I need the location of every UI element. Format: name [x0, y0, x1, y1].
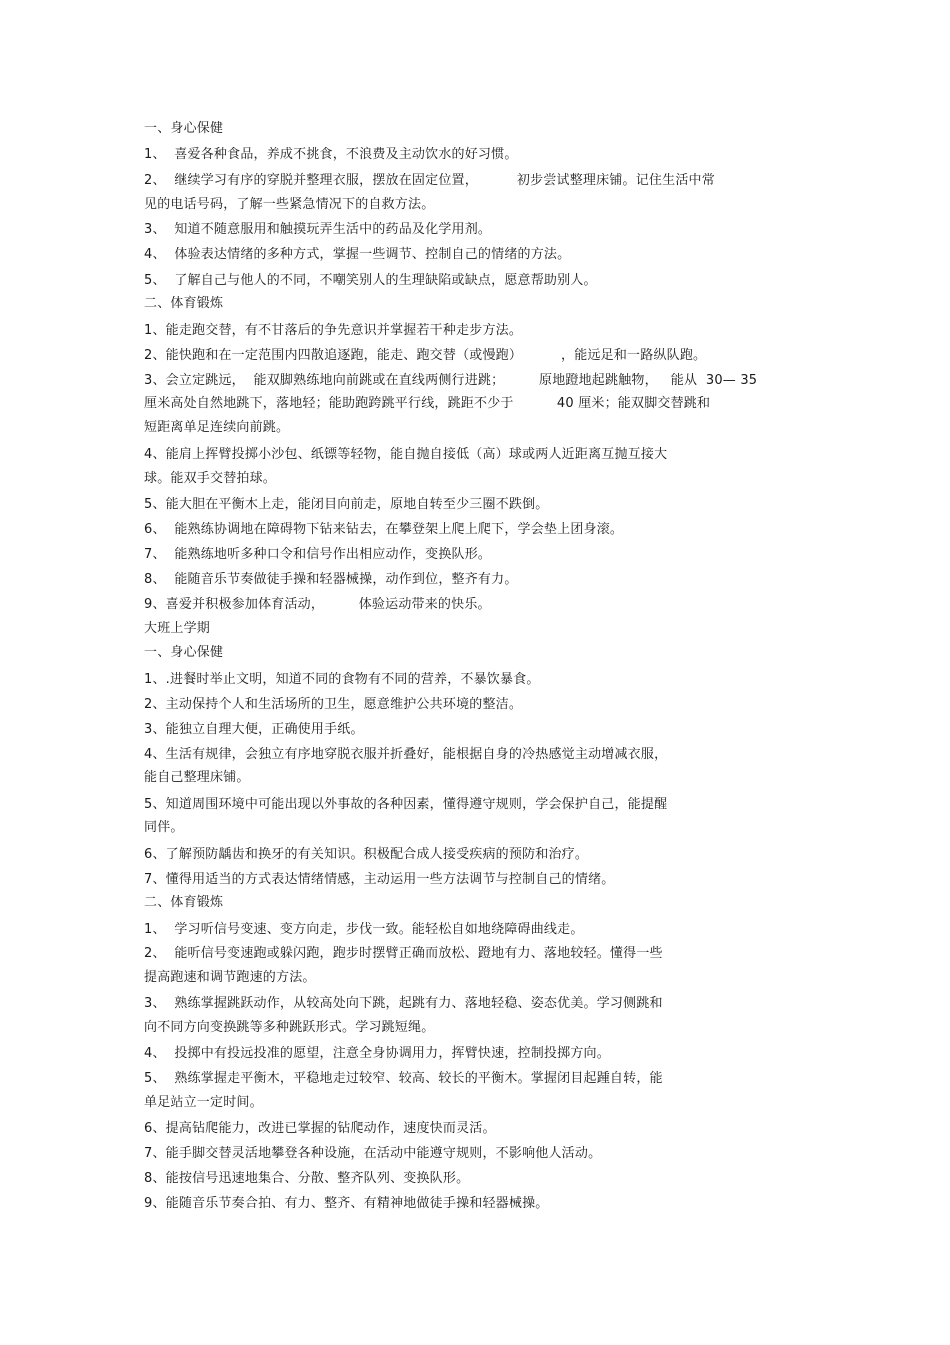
- text-line: 2、能快跑和在一定范围内四散追逐跑，能走、跑交替（或慢跑） ，能远足和一路纵队跑。: [144, 348, 707, 363]
- text-line: 1、能走跑交替，有不甘落后的争先意识并掌握若干种走步方法。: [144, 323, 523, 338]
- text-line: 4、能肩上挥臂投掷小沙包、纸镖等轻物，能自抛自接低（高）球或两人近距离互抛互接大: [144, 447, 668, 462]
- text-line: 3、会立定跳远， 能双脚熟练地向前跳或在直线两侧行进跳； 原地蹬地起跳触物， 能从 30— 35: [144, 373, 758, 388]
- text-line: 3、能独立自理大便，正确使用手纸。: [144, 722, 364, 737]
- text-line: 6、提高钻爬能力，改进已掌握的钻爬动作，速度快而灵活。: [144, 1121, 496, 1136]
- text-line: 8、 能随音乐节奏做徒手操和轻器械操，动作到位，整齐有力。: [144, 572, 518, 587]
- text-line: 4、生活有规律，会独立有序地穿脱衣服并折叠好，能根据自身的冷热感觉主动增减衣服，: [144, 747, 668, 762]
- text-line: 7、能手脚交替灵活地攀登各种设施，在活动中能遵守规则，不影响他人活动。: [144, 1146, 602, 1161]
- text-line: 5、能大胆在平衡木上走，能闭目向前走，原地自转至少三圈不跌倒。: [144, 497, 549, 512]
- text-line: 单足站立一定时间。: [144, 1095, 263, 1110]
- text-line: 2、 继续学习有序的穿脱并整理衣服，摆放在固定位置， 初步尝试整理床铺。记住生活中常: [144, 173, 715, 188]
- text-line: 3、 熟练掌握跳跃动作，从较高处向下跳，起跳有力、落地轻稳、姿态优美。学习侧跳和: [144, 996, 663, 1011]
- section-heading: 一、身心保健: [144, 645, 224, 660]
- text-line: 能自己整理床铺。: [144, 770, 250, 785]
- section-title: 大班上学期: [144, 621, 211, 636]
- text-line: 7、 能熟练地听多种口令和信号作出相应动作，变换队形。: [144, 547, 492, 562]
- section-heading: 一、身心保健: [144, 121, 224, 136]
- text-line: 6、 能熟练协调地在障碍物下钻来钻去，在攀登架上爬上爬下，学会垫上团身滚。: [144, 522, 624, 537]
- text-line: 厘米高处自然地跳下，落地轻；能助跑跨跳平行线，跳距不少于 40 厘米；能双脚交替跳和: [144, 396, 711, 411]
- text-line: 1、 喜爱各种食品，养成不挑食，不浪费及主动饮水的好习惯。: [144, 147, 518, 162]
- text-line: 1、.进餐时举止文明，知道不同的食物有不同的营养，不暴饮暴食。: [144, 672, 540, 687]
- text-line: 9、能随音乐节奏合拍、有力、整齐、有精神地做徒手操和轻器械操。: [144, 1196, 549, 1211]
- section-heading: 二、体育锻炼: [144, 296, 224, 311]
- text-line: 5、 熟练掌握走平衡木，平稳地走过较窄、较高、较长的平衡木。掌握闭目起踵自转，能: [144, 1071, 663, 1086]
- text-line: 5、知道周围环境中可能出现以外事故的各种因素，懂得遵守规则，学会保护自己，能提醒: [144, 797, 668, 812]
- text-line: 见的电话号码，了解一些紧急情况下的自救方法。: [144, 197, 435, 212]
- text-line: 2、主动保持个人和生活场所的卫生，愿意维护公共环境的整洁。: [144, 697, 523, 712]
- text-line: 短距离单足连续向前跳。: [144, 420, 290, 435]
- text-line: 4、 体验表达情绪的多种方式，掌握一些调节、控制自己的情绪的方法。: [144, 247, 571, 262]
- text-line: 球。能双手交替拍球。: [144, 471, 277, 486]
- text-line: 4、 投掷中有投远投准的愿望，注意全身协调用力，挥臂快速，控制投掷方向。: [144, 1046, 610, 1061]
- text-line: 7、懂得用适当的方式表达情绪情感，主动运用一些方法调节与控制自己的情绪。: [144, 872, 615, 887]
- text-line: 2、 能听信号变速跑或躲闪跑，跑步时摆臂正确而放松、蹬地有力、落地较轻。懂得一些: [144, 946, 663, 961]
- text-line: 向不同方向变换跳等多种跳跃形式。学习跳短绳。: [144, 1020, 435, 1035]
- text-line: 9、喜爱并积极参加体育活动， 体验运动带来的快乐。: [144, 597, 491, 612]
- text-line: 5、 了解自己与他人的不同，不嘲笑别人的生理缺陷或缺点，愿意帮助别人。: [144, 273, 597, 288]
- text-line: 1、 学习听信号变速、变方向走，步伐一致。能轻松自如地绕障碍曲线走。: [144, 922, 584, 937]
- text-line: 6、了解预防龋齿和换牙的有关知识。积极配合成人接受疾病的预防和治疗。: [144, 847, 589, 862]
- text-line: 同伴。: [144, 820, 184, 835]
- text-line: 提高跑速和调节跑速的方法。: [144, 970, 316, 985]
- text-line: 3、 知道不随意服用和触摸玩弄生活中的药品及化学用剂。: [144, 222, 492, 237]
- text-line: 8、能按信号迅速地集合、分散、整齐队列、变换队形。: [144, 1171, 470, 1186]
- section-heading: 二、体育锻炼: [144, 895, 224, 910]
